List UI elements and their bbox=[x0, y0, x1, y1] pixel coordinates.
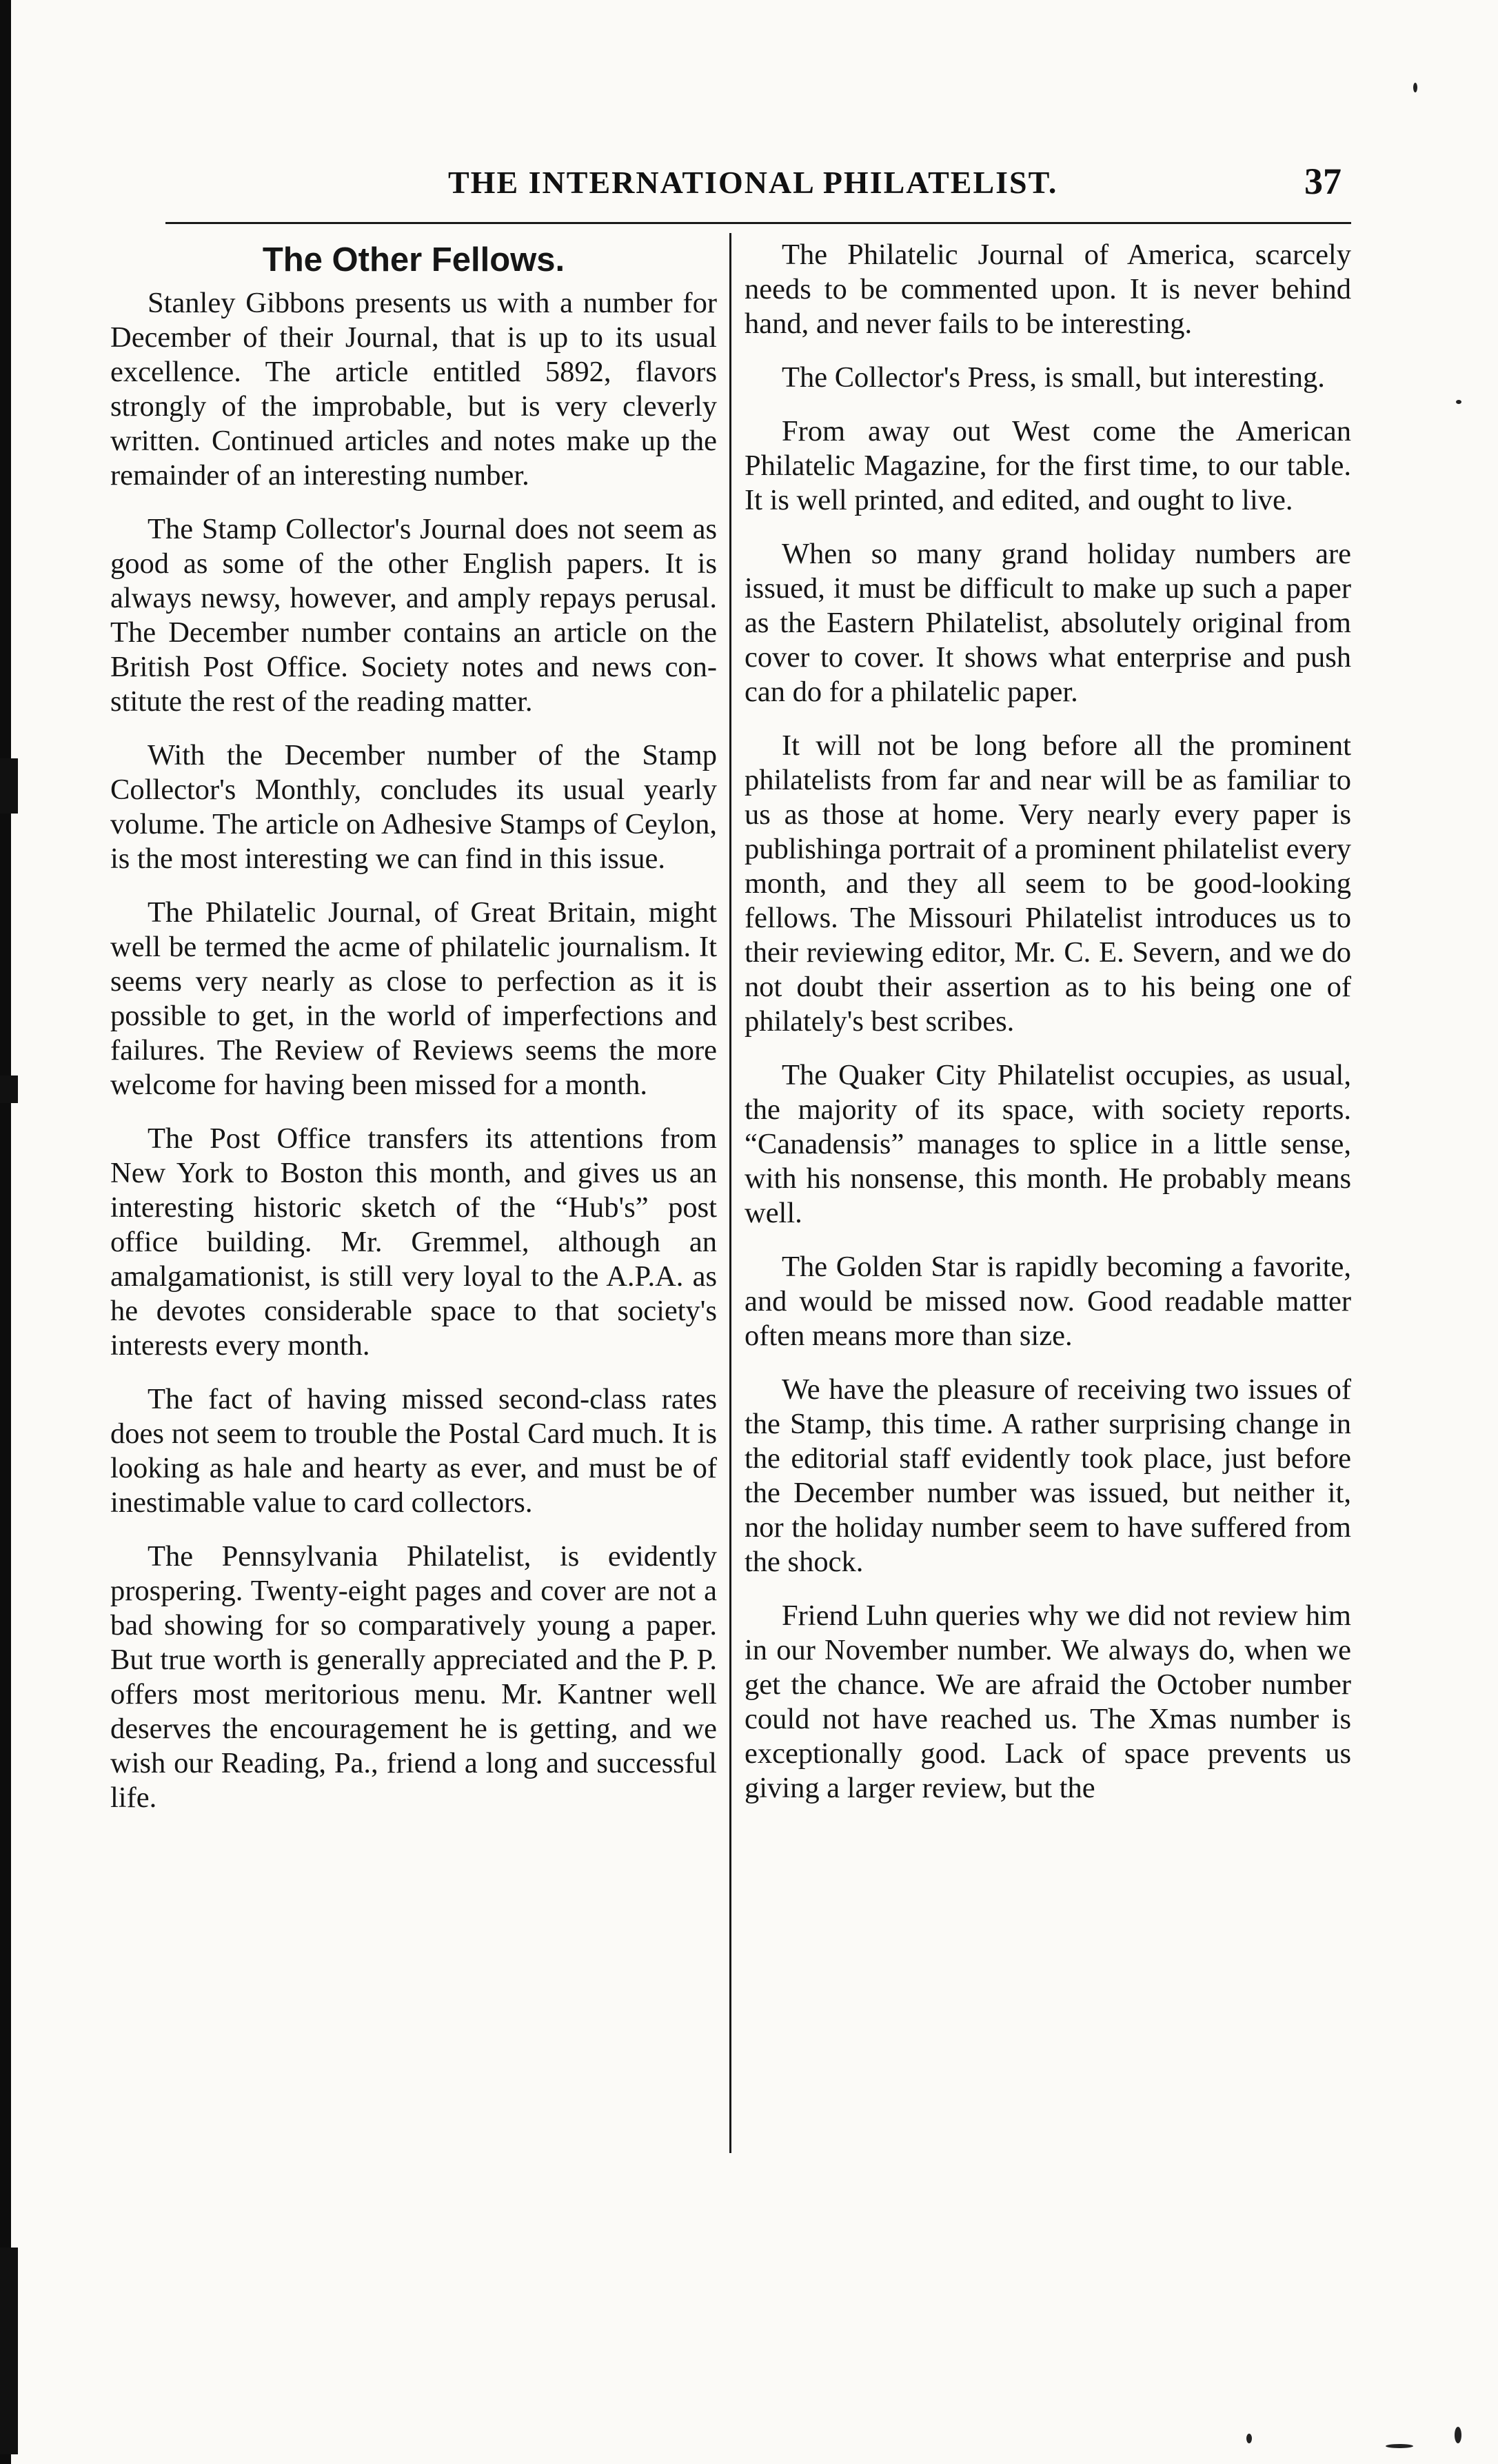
review-paragraph: We have the pleasure of receiving two issues of the Stamp, this time. A rather surprising change in the editorial staff evidently took place, just before the December number was issued, but neither it, nor the holiday number seem to have suffered from the shock. bbox=[745, 1373, 1351, 1578]
review-paragraph: The Post Office transfers its attentions from New York to Boston this month, and gives us an interesting historic sketch of the “Hub's” post office building. Mr. Gremmel, although an amalgamationist, is still very loyal to the A.P.A. as he devotes considerable space to that society's interests every month. bbox=[110, 1122, 717, 1362]
ink-speck bbox=[1386, 2444, 1413, 2448]
review-paragraph: Friend Luhn queries why we did not review him in our November number. We always do, when we get the chance. We are afraid the October number could not have reached us. The Xmas number is exceptionally good. Lack of space prevents us giving a larger review, but the bbox=[745, 1599, 1351, 1804]
ink-speck bbox=[1413, 83, 1417, 92]
header-rule bbox=[165, 222, 1351, 224]
review-paragraph: When so many grand holiday numbers are issued, it must be difficult to make up such a paper as the Eastern Philatelist, absolutely original from cover to cover. It shows what enterprise and push can do for a philatelic paper. bbox=[745, 538, 1351, 708]
running-title: THE INTERNATIONAL PHILATELIST. bbox=[448, 165, 1058, 200]
running-head bbox=[110, 160, 1351, 208]
review-paragraph: The Pennsylvania Philatelist, is evidently prospering. Twenty-eight pages and cover are not a bad showing for so comparatively young a paper. But true worth is generally appreciated and the P. P. offers most meritorious menu. Mr. Kantner well deserves the encouragement he is getting, and we wish our Reading, Pa., friend a long and successful life. bbox=[110, 1540, 717, 1814]
review-paragraph: The Philatelic Journal, of Great Britain, might well be termed the acme of philatelic journalism. It seems very nearly as close to perfection as it is possible to get, in the world of imperfections and failures. The Review of Reviews seems the more welcome for having been missed for a month. bbox=[110, 896, 717, 1101]
section-heading: The Other Fellows. bbox=[262, 241, 565, 279]
binding-shadow bbox=[0, 758, 18, 814]
review-paragraph: The Philatelic Journal of America, scarcely needs to be commented upon. It is never behind hand, and never fails to be interesting. bbox=[745, 239, 1351, 340]
review-paragraph: From away out West come the American Philatelic Magazine, for the first time, to our table. It is well printed, and edited, and ought to live. bbox=[745, 415, 1351, 516]
ink-speck bbox=[1455, 2427, 1461, 2443]
binding-shadow bbox=[0, 1076, 18, 1103]
binding-shadow bbox=[0, 2248, 18, 2454]
review-paragraph: The Stamp Collector's Journal does not seem as good as some of the other English papers. It is always newsy, however, and amply repays perusal. The December number contains an article on the British Post Office. Society notes and news constitute the rest of the reading matter. bbox=[110, 513, 717, 718]
left-column bbox=[110, 238, 717, 1835]
review-paragraph: The Quaker City Philatelist occupies, as usual, the majority of its space, with society reports. “Canadensis” manages to splice in a little sense, with his nonsense, this month. He probably means well. bbox=[745, 1059, 1351, 1229]
ink-speck bbox=[1456, 400, 1461, 404]
page-binding-edge bbox=[0, 0, 11, 2464]
review-paragraph: Stanley Gibbons presents us with a number for December of their Journal, that is up to its usual excellence. The article entitled 5892, flavors strongly of the improbable, but is very cleverly written. Continued articles and notes make up the remainder of an interesting number. bbox=[110, 287, 717, 492]
review-paragraph: With the December number of the Stamp Collector's Monthly, concludes its usual yearly volume. The article on Adhesive Stamps of Ceylon, is the most interesting we can find in this issue. bbox=[110, 739, 717, 875]
column-rule bbox=[729, 233, 731, 2153]
ink-speck bbox=[1246, 2434, 1252, 2443]
review-paragraph: The Collector's Press, is small, but interesting. bbox=[782, 361, 1325, 394]
page-number: 37 bbox=[1304, 161, 1342, 202]
review-paragraph: The fact of having missed second-class rates does not seem to trouble the Postal Card much. It is looking as hale and hearty as ever, and must be of inestimable value to card collectors. bbox=[110, 1383, 717, 1519]
review-paragraph: It will not be long before all the prominent philatelists from far and near will be as familiar to us as those at home. Very nearly every paper is publishinga portrait of a prominent philatelist every month, and they all seem to be good-looking fellows. The Missouri Philatelist introduces us to their reviewing editor, Mr. C. E. Severn, and we do not doubt their assertion as to his being one of philately's best scribes. bbox=[745, 729, 1351, 1038]
right-column bbox=[745, 238, 1351, 1825]
review-paragraph: The Golden Star is rapidly becoming a favorite, and would be missed now. Good readable matter often means more than size. bbox=[745, 1251, 1351, 1352]
